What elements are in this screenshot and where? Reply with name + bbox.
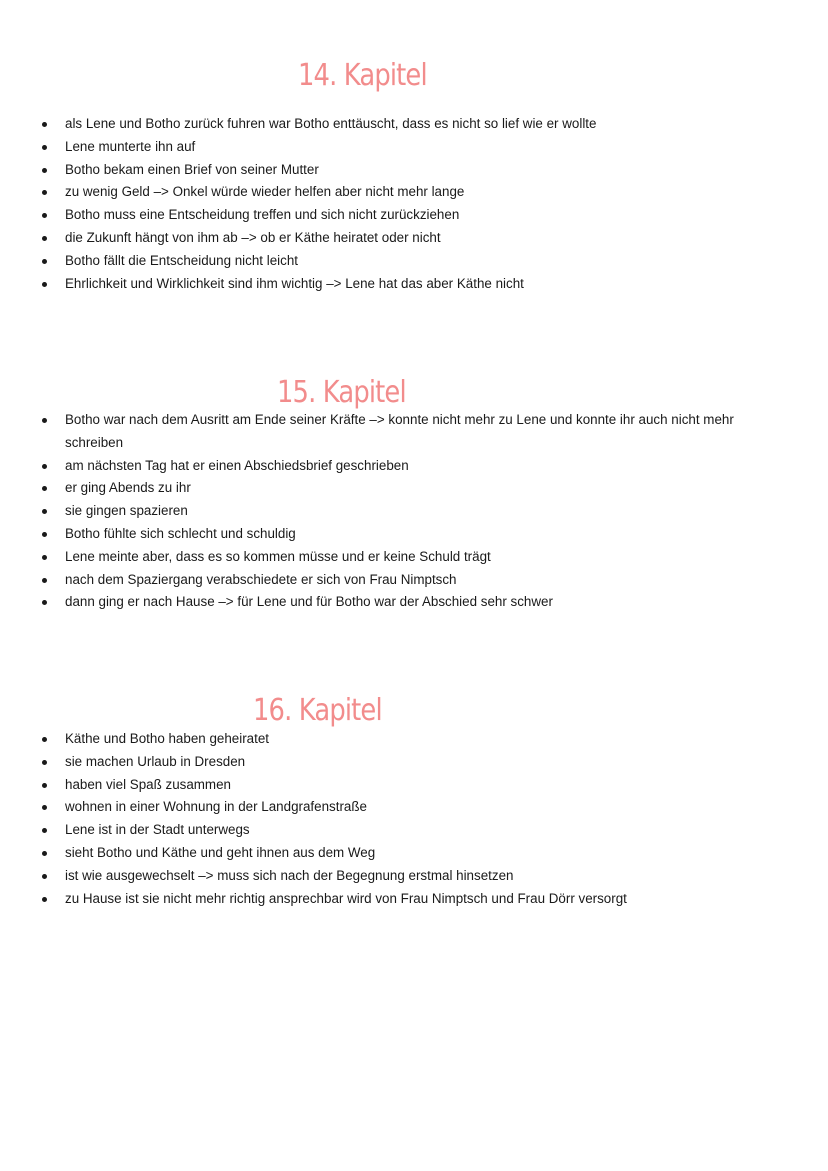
chapter-14-title: 14. Kapitel: [298, 58, 427, 93]
list-item: Botho muss eine Entscheidung treffen und sich nicht zurückziehen: [0, 204, 828, 227]
list-item: zu wenig Geld –> Onkel würde wieder helfen aber nicht mehr lange: [0, 181, 828, 204]
list-item: als Lene und Botho zurück fuhren war Botho enttäuscht, dass es nicht so lief wie er wollte: [0, 113, 828, 136]
list-item: die Zukunft hängt von ihm ab –> ob er Käthe heiratet oder nicht: [0, 227, 828, 250]
list-item: er ging Abends zu ihr: [0, 477, 828, 500]
list-item: Botho bekam einen Brief von seiner Mutter: [0, 159, 828, 182]
list-item: sieht Botho und Käthe und geht ihnen aus dem Weg: [0, 842, 828, 865]
list-item: Lene munterte ihn auf: [0, 136, 828, 159]
list-item: Botho fällt die Entscheidung nicht leicht: [0, 250, 828, 273]
chapter-14-bullet-list: [0, 113, 828, 295]
chapter-15-bullet-list: [0, 409, 828, 614]
list-item: nach dem Spaziergang verabschiedete er sich von Frau Nimptsch: [0, 569, 828, 592]
list-item: Ehrlichkeit und Wirklichkeit sind ihm wichtig –> Lene hat das aber Käthe nicht: [0, 273, 828, 296]
list-item: dann ging er nach Hause –> für Lene und für Botho war der Abschied sehr schwer: [0, 591, 828, 614]
list-item: Käthe und Botho haben geheiratet: [0, 728, 828, 751]
list-item: wohnen in einer Wohnung in der Landgrafenstraße: [0, 796, 828, 819]
list-item: Lene ist in der Stadt unterwegs: [0, 819, 828, 842]
list-item: zu Hause ist sie nicht mehr richtig ansprechbar wird von Frau Nimptsch und Frau Dörr versorgt: [0, 888, 828, 911]
list-item: haben viel Spaß zusammen: [0, 774, 828, 797]
list-item: sie machen Urlaub in Dresden: [0, 751, 828, 774]
list-item: Lene meinte aber, dass es so kommen müsse und er keine Schuld trägt: [0, 546, 828, 569]
chapter-15-title: 15. Kapitel: [277, 375, 406, 410]
list-item: ist wie ausgewechselt –> muss sich nach der Begegnung erstmal hinsetzen: [0, 865, 828, 888]
list-item: sie gingen spazieren: [0, 500, 828, 523]
list-item: Botho fühlte sich schlecht und schuldig: [0, 523, 828, 546]
chapter-16-bullet-list: [0, 728, 828, 910]
chapter-16-title: 16. Kapitel: [253, 693, 382, 728]
list-item: am nächsten Tag hat er einen Abschiedsbrief geschrieben: [0, 455, 828, 478]
list-item: Botho war nach dem Ausritt am Ende seiner Kräfte –> konnte nicht mehr zu Lene und konnte ihr auch nicht mehr schreiben: [0, 409, 828, 455]
